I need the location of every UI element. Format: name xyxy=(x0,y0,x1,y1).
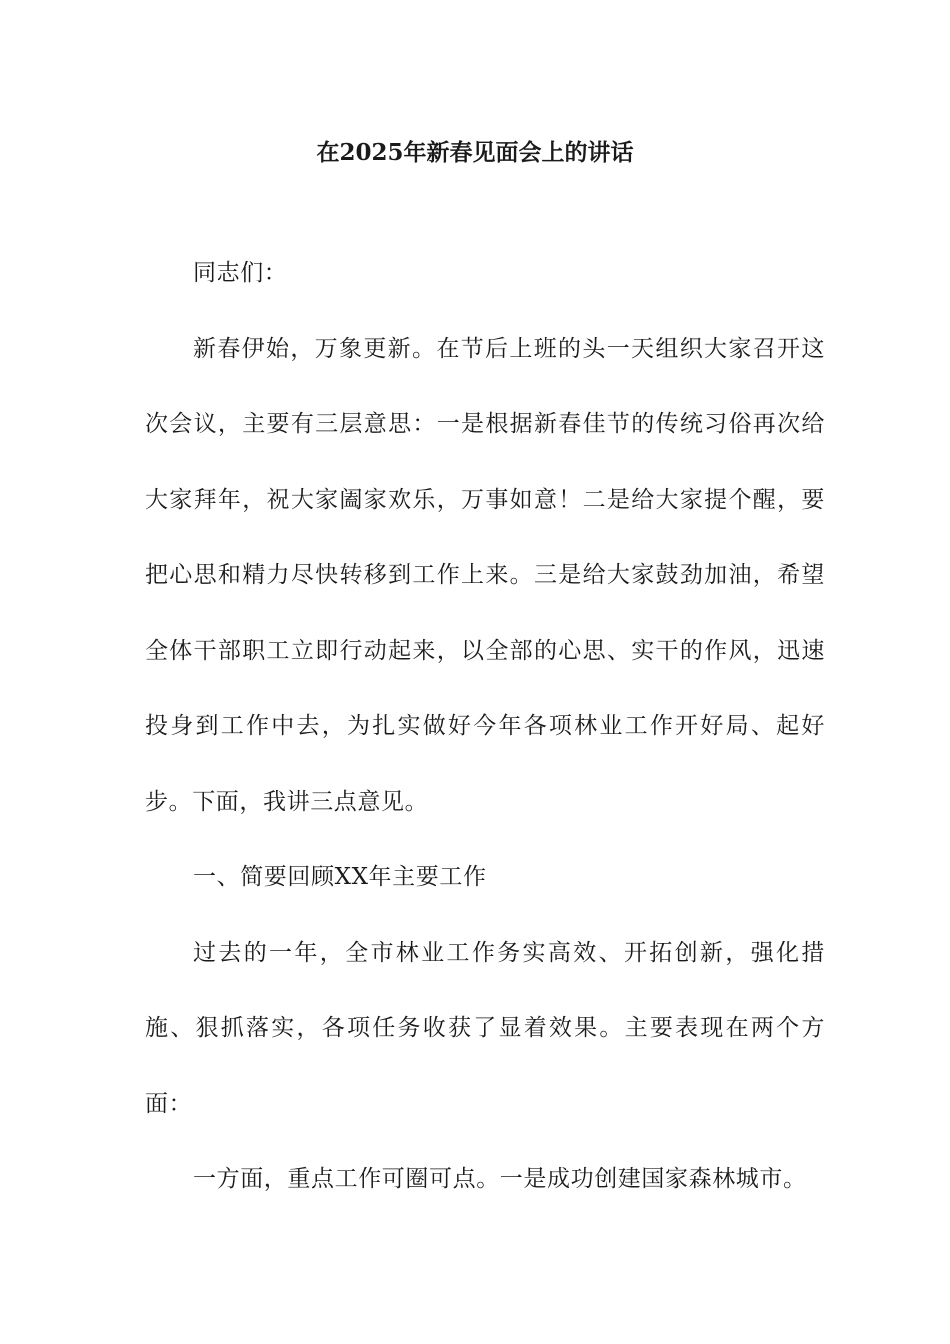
salutation: 同志们： xyxy=(193,260,288,286)
section-heading-1: 一、简要回顾XX年主要工作 xyxy=(193,864,487,890)
document-body xyxy=(145,236,825,1218)
paragraph-key-work: 一方面，重点工作可圈可点。一是成功创建国家森林城市。 xyxy=(193,1166,807,1192)
document-title: 在2025年新春见面会上的讲话 xyxy=(316,139,634,166)
paragraph-opening: 新春伊始，万象更新。在节后上班的头一天组织大家召开这次会议，主要有三层意思：一是根据新春佳节的传统习俗再次给大家拜年，祝大家阖家欢乐，万事如意！二是给大家提个醒，要把心思和精力尽快转移到工作上来。三是给大家鼓劲加油，希望全体干部职工立即行动起来，以全部的心思、实干的作风，迅速投身到工作中去，为扎实做好今年各项林业工作开好局、起好步。下面，我讲三点意见。 xyxy=(145,335,825,815)
paragraph-review: 过去的一年，全市林业工作务实高效、开拓创新，强化措施、狠抓落实，各项任务收获了显着效果。主要表现在两个方面： xyxy=(145,939,825,1117)
